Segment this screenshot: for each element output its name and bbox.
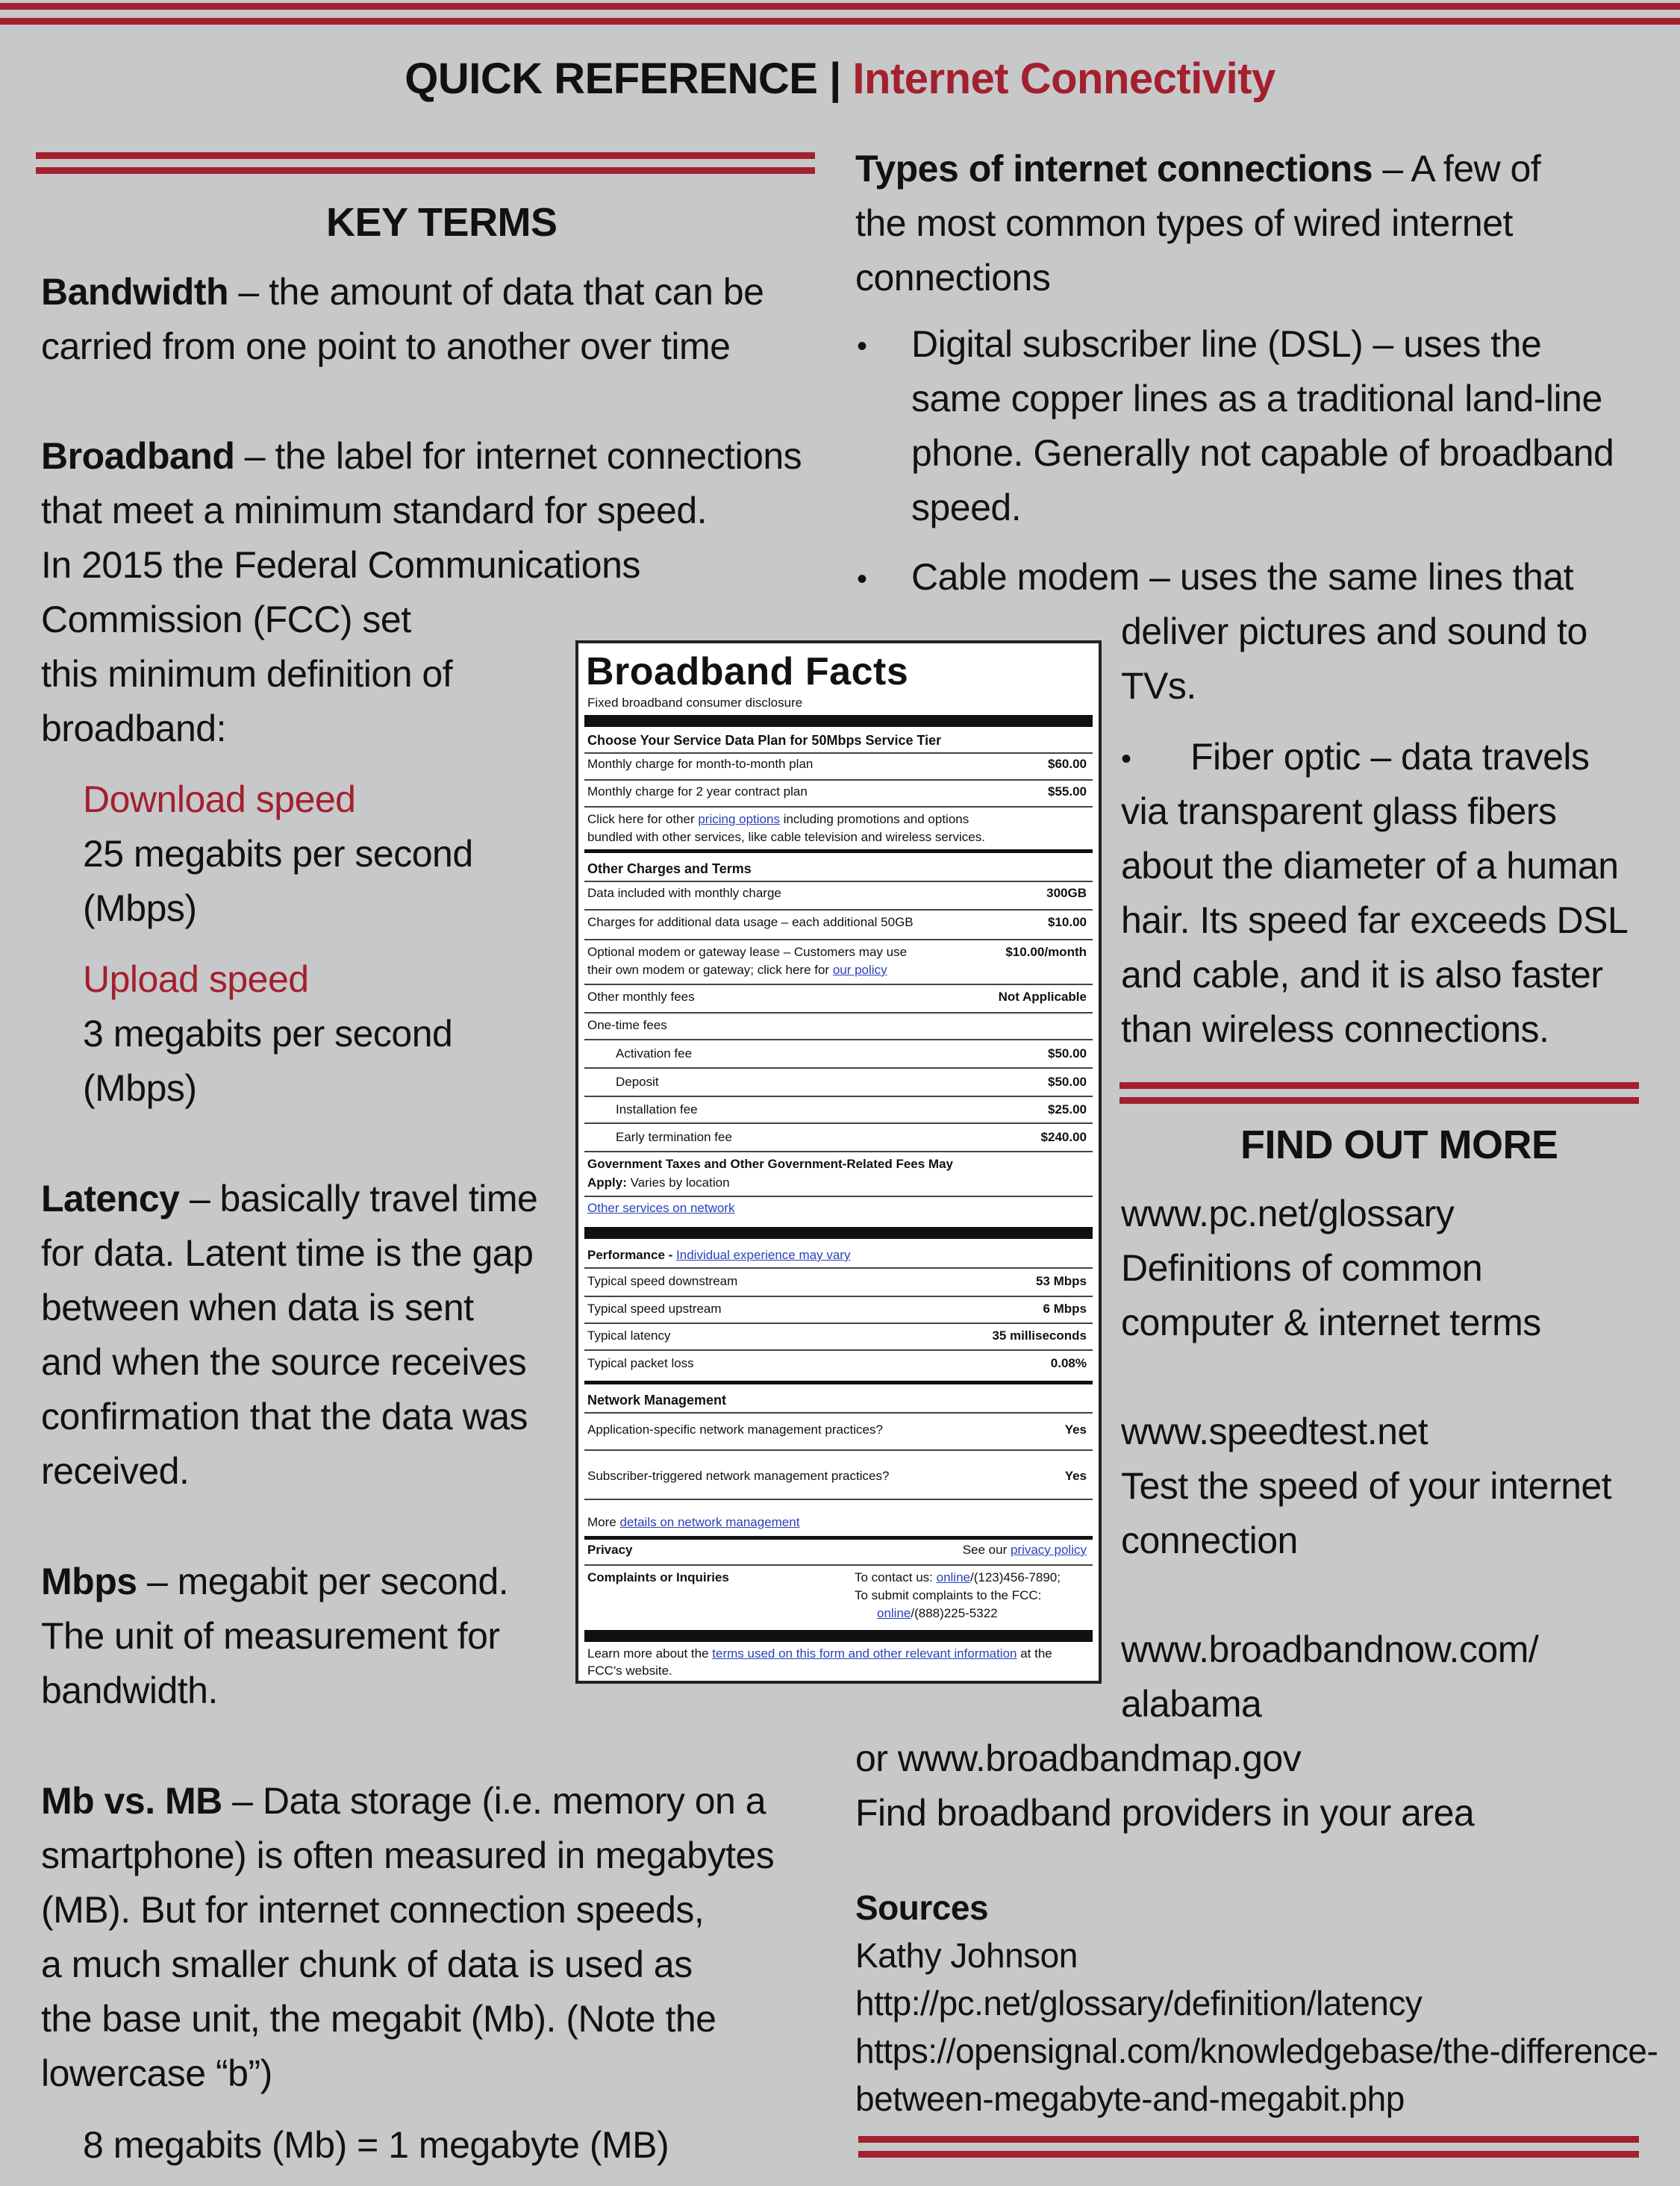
fiber-bullet: •	[1121, 743, 1132, 775]
deposit-value: $50.00	[1048, 1075, 1087, 1089]
pricing-text-a: Click here for other	[587, 812, 699, 826]
facts-divider	[584, 1381, 1093, 1384]
gov-apply-label: Apply:	[587, 1175, 627, 1190]
modem-row-2	[587, 961, 1087, 979]
bandwidth-line-1	[41, 265, 764, 319]
deposit-row	[616, 1073, 1087, 1091]
network-management-link[interactable]: details on network management	[619, 1515, 800, 1529]
one-time-fees-row: One-time fees	[587, 1018, 667, 1032]
find-more-rule-2	[1120, 1097, 1639, 1104]
mbps-line-2: The unit of measurement for	[41, 1615, 500, 1657]
cable-bullet: •	[857, 563, 868, 596]
facts-rule	[584, 1039, 1093, 1040]
page-title	[0, 54, 1680, 104]
types-line-3: connections	[855, 257, 1051, 299]
contract-charge-label: Monthly charge for 2 year contract plan	[587, 784, 808, 799]
data-included-row	[587, 884, 1087, 902]
mb-vs-line-1	[41, 1774, 766, 1829]
other-fees-row	[587, 988, 1087, 1006]
privacy-policy-cell	[963, 1541, 1087, 1559]
app-management-label: Application-specific network management practices?	[587, 1423, 883, 1437]
mb-equation: 8 megabits (Mb) = 1 megabyte (MB)	[83, 2124, 669, 2166]
installation-fee-label: Installation fee	[616, 1102, 698, 1117]
learn-more-row-1	[587, 1645, 1087, 1663]
source-3b[interactable]: between-megabyte-and-megabit.php	[855, 2079, 1405, 2118]
latency-line-1	[41, 1172, 537, 1226]
mb-vs-line-5: the base unit, the megabit (Mb). (Note the	[41, 1998, 716, 2040]
additional-data-label: Charges for additional data usage – each additional 50GB	[587, 915, 914, 929]
termination-fee-value: $240.00	[1040, 1130, 1087, 1144]
termination-fee-label: Early termination fee	[616, 1130, 732, 1144]
download-speed-value-2: (Mbps)	[83, 887, 197, 929]
pricing-row-1	[587, 811, 1087, 828]
facts-rule	[584, 1012, 1093, 1014]
broadbandnow-link-1[interactable]: www.broadbandnow.com/	[1121, 1628, 1539, 1670]
activation-fee-label: Activation fee	[616, 1046, 693, 1061]
contact-row	[855, 1569, 1087, 1587]
broadband-line-6: broadband:	[41, 708, 227, 749]
top-rule-1	[0, 3, 1680, 10]
mbps-def: – megabit per second.	[137, 1561, 509, 1602]
facts-rule	[584, 1267, 1093, 1269]
other-services-link[interactable]: Other services on network	[587, 1201, 735, 1215]
more-details-text: More	[587, 1515, 620, 1529]
download-speed-value-1: 25 megabits per second	[83, 833, 473, 875]
performance-label: Performance -	[587, 1248, 677, 1262]
monthly-charge-row	[587, 755, 1087, 773]
fcc-row-2	[877, 1605, 1087, 1623]
mbps-term: Mbps	[41, 1561, 137, 1602]
find-more-rule-1	[1120, 1082, 1639, 1089]
latency-line-5: confirmation that the data was	[41, 1396, 528, 1437]
dsl-line-1: Digital subscriber line (DSL) – uses the	[911, 323, 1542, 365]
title-quick-reference: QUICK REFERENCE	[405, 54, 818, 103]
facts-rule	[584, 752, 1093, 754]
data-included-value: 300GB	[1046, 886, 1087, 900]
modem-text-a: Optional modem or gateway lease – Customers may use	[587, 945, 908, 959]
other-services-row	[587, 1199, 1087, 1217]
monthly-charge-label: Monthly charge for month-to-month plan	[587, 757, 814, 771]
facts-rule	[584, 1499, 1093, 1500]
dsl-bullet: •	[857, 330, 868, 363]
contract-charge-value: $55.00	[1048, 784, 1087, 799]
latency-row	[587, 1327, 1087, 1345]
facts-rule	[584, 909, 1093, 911]
latency-line-4: and when the source receives	[41, 1341, 527, 1383]
fiber-line-5: and cable, and it is also faster	[1121, 954, 1603, 996]
broadband-def: – the label for internet connections	[234, 435, 802, 477]
download-speed-label: Download speed	[83, 778, 356, 820]
broadband-line-5: this minimum definition of	[41, 653, 453, 695]
mb-vs-line-4: a much smaller chunk of data is used as	[41, 1943, 693, 1985]
additional-data-row	[587, 914, 1087, 931]
data-included-label: Data included with monthly charge	[587, 886, 781, 900]
fcc-online-link[interactable]: online	[877, 1606, 911, 1620]
gov-fees-heading: Government Taxes and Other Government-Related Fees May	[587, 1157, 953, 1171]
gov-fees-row	[587, 1174, 1087, 1192]
key-terms-rule-2	[36, 167, 815, 174]
bandwidth-line-2: carried from one point to another over time	[41, 325, 731, 367]
fiber-line-1: Fiber optic – data travels	[1190, 736, 1590, 778]
mb-vs-term: Mb vs. MB	[41, 1780, 222, 1822]
learn-text-a: Learn more about the	[587, 1646, 713, 1661]
performance-heading	[587, 1246, 1087, 1264]
contact-online-link[interactable]: online	[936, 1570, 970, 1584]
types-intro: – A few of	[1373, 148, 1541, 190]
facts-rule	[584, 1296, 1093, 1297]
privacy-label: Privacy	[587, 1543, 633, 1557]
facts-rule	[584, 1322, 1093, 1324]
learn-more-row-2: FCC's website.	[587, 1664, 672, 1678]
pricing-row-2: bundled with other services, like cable television and wireless services.	[587, 830, 985, 844]
learn-text-b: at the	[1017, 1646, 1052, 1661]
pcnet-desc-1: Definitions of common	[1121, 1247, 1483, 1289]
termination-fee-row	[616, 1128, 1087, 1146]
source-2[interactable]: http://pc.net/glossary/definition/latency	[855, 1984, 1423, 2023]
modem-text-b: their own modem or gateway; click here for	[587, 963, 833, 977]
latency-value: 35 milliseconds	[992, 1328, 1087, 1343]
performance-link[interactable]: Individual experience may vary	[676, 1248, 851, 1262]
upstream-label: Typical speed upstream	[587, 1302, 722, 1316]
privacy-policy-link[interactable]: privacy policy	[1010, 1543, 1087, 1557]
types-line-2: the most common types of wired internet	[855, 202, 1513, 244]
pcnet-link[interactable]: www.pc.net/glossary	[1121, 1193, 1455, 1234]
bottom-rule-2	[858, 2151, 1639, 2158]
app-management-value: Yes	[1064, 1423, 1087, 1437]
facts-rule	[584, 1067, 1093, 1069]
speedtest-link[interactable]: www.speedtest.net	[1121, 1411, 1428, 1452]
bandwidth-term: Bandwidth	[41, 271, 229, 313]
contact-text: To contact us:	[855, 1570, 937, 1584]
facts-divider	[584, 715, 1093, 727]
packet-loss-row	[587, 1355, 1087, 1373]
key-terms-heading: KEY TERMS	[326, 200, 558, 245]
modem-row-1	[587, 943, 1087, 961]
upload-speed-value-1: 3 megabits per second	[83, 1013, 453, 1055]
cable-line-1: Cable modem – uses the same lines that	[911, 556, 1574, 598]
bottom-rule-1	[858, 2136, 1639, 2143]
gov-apply-text: Varies by location	[626, 1175, 730, 1190]
downstream-value: 53 Mbps	[1035, 1274, 1087, 1288]
latency-line-3: between when data is sent	[41, 1287, 474, 1328]
facts-divider	[584, 1536, 1093, 1540]
facts-rule	[584, 1449, 1093, 1451]
fcc-row-1: To submit complaints to the FCC:	[855, 1588, 1042, 1602]
facts-divider	[584, 849, 1093, 853]
facts-rule	[584, 1151, 1093, 1152]
facts-rule	[584, 1412, 1093, 1414]
find-out-more-heading: FIND OUT MORE	[1240, 1122, 1558, 1167]
terms-link[interactable]: terms used on this form and other relevant information	[712, 1646, 1017, 1661]
facts-rule	[584, 779, 1093, 781]
mbps-line-1	[41, 1555, 508, 1609]
facts-title: Broadband Facts	[586, 650, 909, 693]
upload-speed-label: Upload speed	[83, 958, 309, 1000]
latency-def: – basically travel time	[179, 1178, 538, 1220]
facts-rule	[584, 881, 1093, 882]
title-topic: Internet Connectivity	[852, 54, 1275, 103]
pricing-text-b: including promotions and options	[779, 812, 969, 826]
complaints-label: Complaints or Inquiries	[587, 1570, 729, 1584]
speedtest-desc-1: Test the speed of your internet	[1121, 1465, 1612, 1507]
facts-subtitle: Fixed broadband consumer disclosure	[587, 696, 803, 710]
additional-data-value: $10.00	[1048, 915, 1087, 929]
cable-line-3: TVs.	[1121, 665, 1196, 707]
facts-rule	[584, 984, 1093, 985]
broadband-term: Broadband	[41, 435, 235, 477]
broadband-line-1	[41, 429, 802, 484]
broadband-line-4: Commission (FCC) set	[41, 599, 411, 640]
upload-speed-value-2: (Mbps)	[83, 1067, 197, 1109]
latency-line-6: received.	[41, 1450, 190, 1492]
mb-vs-line-6: lowercase “b”)	[41, 2052, 272, 2094]
key-terms-rule-1	[36, 152, 815, 159]
downstream-row	[587, 1272, 1087, 1290]
modem-value: $10.00/month	[1005, 945, 1087, 959]
latency-term: Latency	[41, 1178, 180, 1220]
dsl-line-3: phone. Generally not capable of broadband	[911, 432, 1614, 474]
pricing-options-link[interactable]: pricing options	[698, 812, 780, 826]
contract-charge-row	[587, 783, 1087, 801]
mb-vs-def: – Data storage (i.e. memory on a	[222, 1780, 766, 1822]
monthly-charge-value: $60.00	[1048, 757, 1087, 771]
more-details-row	[587, 1514, 1087, 1531]
source-3a[interactable]: https://opensignal.com/knowledgebase/the-difference-	[855, 2032, 1658, 2070]
network-management-heading: Network Management	[587, 1393, 727, 1408]
facts-divider	[584, 1227, 1093, 1239]
upstream-row	[587, 1300, 1087, 1318]
subscriber-management-label: Subscriber-triggered network management practices?	[587, 1469, 890, 1483]
latency-label: Typical latency	[587, 1328, 671, 1343]
mb-vs-line-3: (MB). But for internet connection speeds,	[41, 1889, 705, 1931]
fcc-phone: /(888)225-5322	[911, 1606, 998, 1620]
other-charges-heading: Other Charges and Terms	[587, 861, 752, 876]
packet-loss-label: Typical packet loss	[587, 1356, 694, 1370]
packet-loss-value: 0.08%	[1050, 1356, 1087, 1370]
source-1: Kathy Johnson	[855, 1936, 1078, 1975]
facts-rule	[584, 1564, 1093, 1566]
pcnet-desc-2: computer & internet terms	[1121, 1302, 1541, 1343]
other-fees-value: Not Applicable	[998, 990, 1087, 1004]
privacy-text: See our	[962, 1543, 1011, 1557]
bandwidth-def: – the amount of data that can be	[228, 271, 764, 313]
facts-rule	[584, 806, 1093, 808]
fiber-line-6: than wireless connections.	[1121, 1008, 1549, 1050]
broadbandnow-link-2[interactable]: alabama	[1121, 1683, 1262, 1725]
latency-line-2: for data. Latent time is the gap	[41, 1232, 534, 1274]
subscriber-management-value: Yes	[1064, 1469, 1087, 1483]
broadbandmap-link[interactable]: or www.broadbandmap.gov	[855, 1737, 1302, 1779]
dsl-line-2: same copper lines as a traditional land-line	[911, 378, 1602, 419]
title-separator: |	[829, 54, 841, 103]
upstream-value: 6 Mbps	[1043, 1302, 1087, 1316]
downstream-label: Typical speed downstream	[587, 1274, 738, 1288]
fiber-line-3: about the diameter of a human	[1121, 845, 1619, 887]
app-management-row	[587, 1421, 1087, 1439]
mb-vs-line-2: smartphone) is often measured in megabytes	[41, 1834, 775, 1876]
installation-fee-row	[616, 1101, 1087, 1119]
broadband-facts-label	[575, 640, 1102, 1684]
installation-fee-value: $25.00	[1048, 1102, 1087, 1117]
facts-rule	[584, 1096, 1093, 1097]
broadband-line-2: that meet a minimum standard for speed.	[41, 490, 708, 531]
broadband-line-3: In 2015 the Federal Communications	[41, 544, 640, 586]
facts-divider	[584, 1630, 1093, 1642]
dsl-line-4: speed.	[911, 487, 1022, 528]
fiber-line-2: via transparent glass fibers	[1121, 790, 1557, 832]
subscriber-management-row	[587, 1467, 1087, 1485]
plan-heading: Choose Your Service Data Plan for 50Mbps Service Tier	[587, 733, 942, 748]
sources-heading: Sources	[855, 1888, 989, 1927]
cable-line-2: deliver pictures and sound to	[1121, 610, 1587, 652]
broadband-providers-desc: Find broadband providers in your area	[855, 1792, 1475, 1834]
facts-rule	[584, 1122, 1093, 1124]
deposit-label: Deposit	[616, 1075, 659, 1089]
modem-policy-link[interactable]: our policy	[832, 963, 887, 977]
mbps-line-3: bandwidth.	[41, 1670, 218, 1711]
facts-rule	[584, 1349, 1093, 1351]
types-term: Types of internet connections	[855, 148, 1373, 190]
activation-fee-value: $50.00	[1048, 1046, 1087, 1061]
speedtest-desc-2: connection	[1121, 1520, 1298, 1561]
contact-phone: /(123)456-7890;	[970, 1570, 1061, 1584]
facts-rule	[584, 939, 1093, 940]
other-fees-label: Other monthly fees	[587, 990, 695, 1004]
fiber-line-4: hair. Its speed far exceeds DSL	[1121, 899, 1629, 941]
types-line-1	[855, 142, 1540, 196]
activation-fee-row	[616, 1045, 1087, 1063]
privacy-row	[587, 1541, 1087, 1559]
top-rule-2	[0, 18, 1680, 25]
facts-rule	[584, 1196, 1093, 1197]
